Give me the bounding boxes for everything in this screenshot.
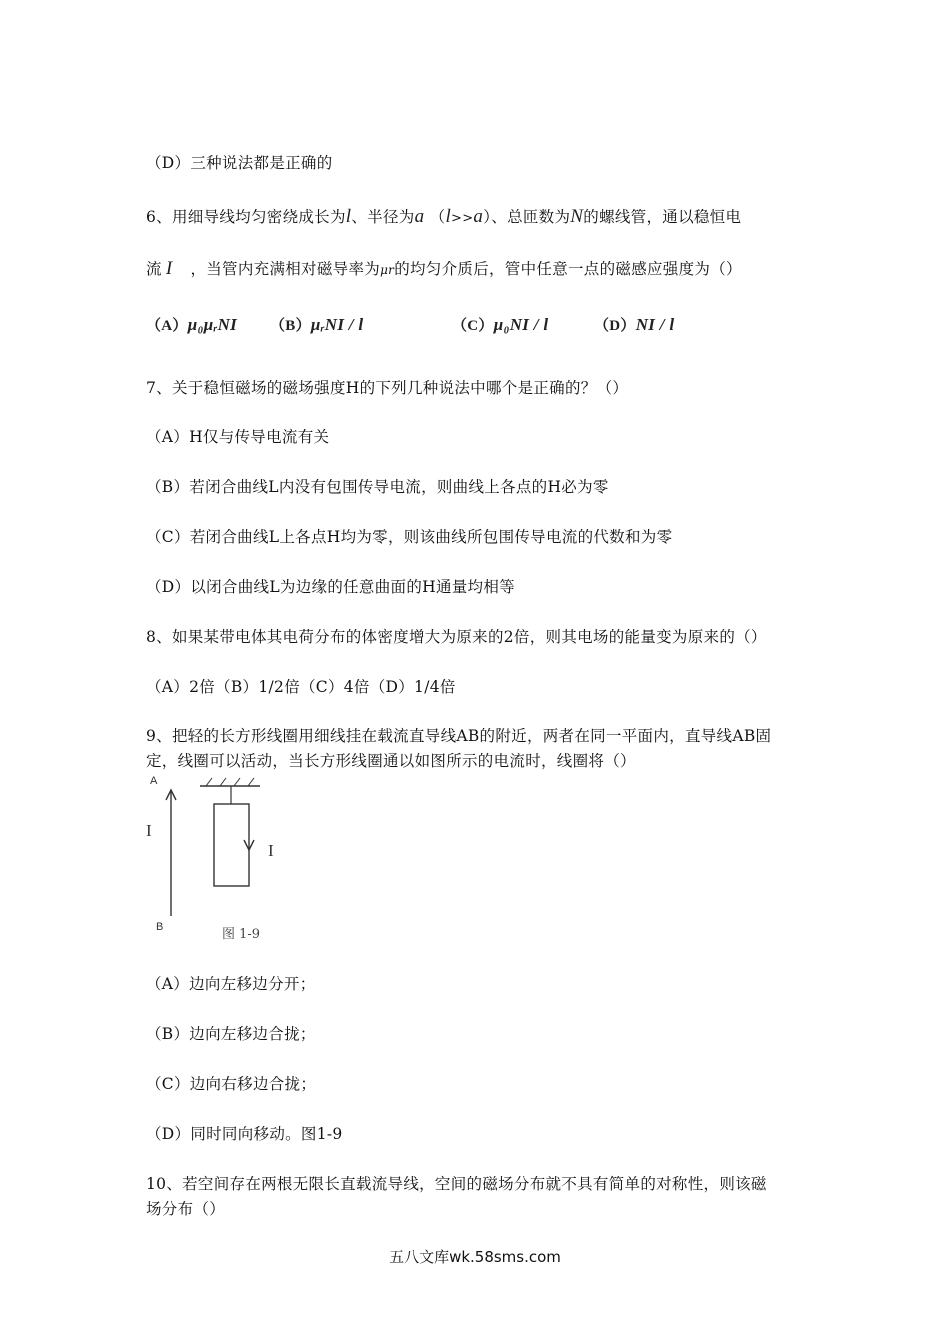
q7-option-a: （A）H仅与传导电流有关 <box>146 428 330 446</box>
q9-option-a: （A）边向左移边分开； <box>146 975 316 993</box>
q6-seg3: 的螺线管，通以稳恒电 <box>583 208 742 226</box>
q6-current-symbol: I <box>165 258 173 279</box>
q7-option-d: （D）以闭合曲线L为边缘的任意曲面的H通量均相等 <box>146 578 515 596</box>
figure-caption: 图 1-9 <box>222 927 261 942</box>
hatch-mark <box>206 778 212 786</box>
hatch-mark <box>248 778 254 786</box>
figure-1-9 <box>142 770 286 948</box>
q6-option-b-expr: μᵣNI / l <box>310 315 364 334</box>
q6-stem-line2 <box>146 258 742 281</box>
q6-option-a-expr: μ₀μᵣNI <box>187 315 238 334</box>
q6-option-b <box>270 314 363 337</box>
figure-1-9-svg <box>142 770 286 948</box>
q9-option-c: （C）边向右移边合拢； <box>146 1075 317 1093</box>
q6-seg6: 的均匀介质后，管中任意一点的磁感应强度为（） <box>394 260 742 278</box>
q6-option-a <box>146 314 237 337</box>
q6-option-b-label: （B） <box>270 318 311 334</box>
q9-option-d: （D）同时同向移动。图1-9 <box>146 1125 343 1143</box>
q6-seg2: 、半径为 <box>351 208 415 226</box>
q6-option-a-label: （A） <box>146 318 188 334</box>
q6-mur-symbol: μr <box>380 263 395 277</box>
q6-radius-symbol: a <box>414 206 425 227</box>
q6-turns-symbol: N <box>570 206 584 227</box>
q6-option-d-label: （D） <box>594 318 636 334</box>
q7-option-b: （B）若闭合曲线L内没有包围传导电流，则曲线上各点的H必为零 <box>146 478 609 496</box>
q6-option-c <box>452 314 548 337</box>
q6-option-c-label: （C） <box>452 318 494 334</box>
q8-stem: 8、如果某带电体其电荷分布的体密度增大为原来的2倍，则其电场的能量变为原来的（） <box>146 628 767 646</box>
figure-label-b: B <box>156 921 164 933</box>
q6-length-symbol: l <box>345 206 352 227</box>
q6-seg5: ，当管内充满相对磁导率为 <box>190 260 381 278</box>
q6-cond-l: l <box>445 206 452 227</box>
q8-options: （A）2倍（B）1/2倍（C）4倍（D）1/4倍 <box>146 678 456 696</box>
q6-seg4: 流 <box>146 260 162 278</box>
q10-stem-line2: 场分布（） <box>146 1200 226 1218</box>
q6-stem-line1 <box>146 206 741 230</box>
figure-label-wire-current: I <box>146 821 152 840</box>
q5-option-d: （D）三种说法都是正确的 <box>146 154 333 172</box>
q6-seg1: 用细导线均匀密绕成长为 <box>171 208 346 226</box>
figure-label-coil-current: I <box>268 841 274 860</box>
hatch-mark <box>234 778 240 786</box>
q6-option-d-expr: NI / l <box>635 315 675 334</box>
q6-cond-gg: >> <box>451 211 474 226</box>
q9-stem-line1: 9、把轻的长方形线圈用细线挂在载流直导线AB的附近，两者在同一平面内，直导线AB固 <box>146 727 772 745</box>
q6-cond-close: ）、总匝数为 <box>483 208 571 226</box>
q6-cond-a: a <box>473 206 484 227</box>
q6-option-d <box>594 314 674 337</box>
q7-option-c: （C）若闭合曲线L上各点H均为零，则该曲线所包围传导电流的代数和为零 <box>146 528 673 546</box>
q6-cond-open: （ <box>429 208 446 226</box>
footer-watermark: 五八文库wk.58sms.com <box>389 1248 561 1266</box>
hatch-mark <box>220 778 226 786</box>
q10-stem-line1: 10、若空间存在两根无限长直载流导线，空间的磁场分布就不具有简单的对称性，则该磁 <box>146 1175 767 1193</box>
q7-stem: 7、关于稳恒磁场的磁场强度H的下列几种说法中哪个是正确的？（） <box>146 379 629 397</box>
q6-option-c-expr: μ₀NI / l <box>493 315 549 334</box>
coil-rectangle <box>214 804 249 886</box>
figure-label-a: A <box>150 775 158 787</box>
q6-number: 6、 <box>146 208 172 226</box>
q9-option-b: （B）边向左移边合拢； <box>146 1025 316 1043</box>
q9-stem-line2: 定，线圈可以活动，当长方形线圈通以如图所示的电流时，线圈将（） <box>146 752 636 770</box>
